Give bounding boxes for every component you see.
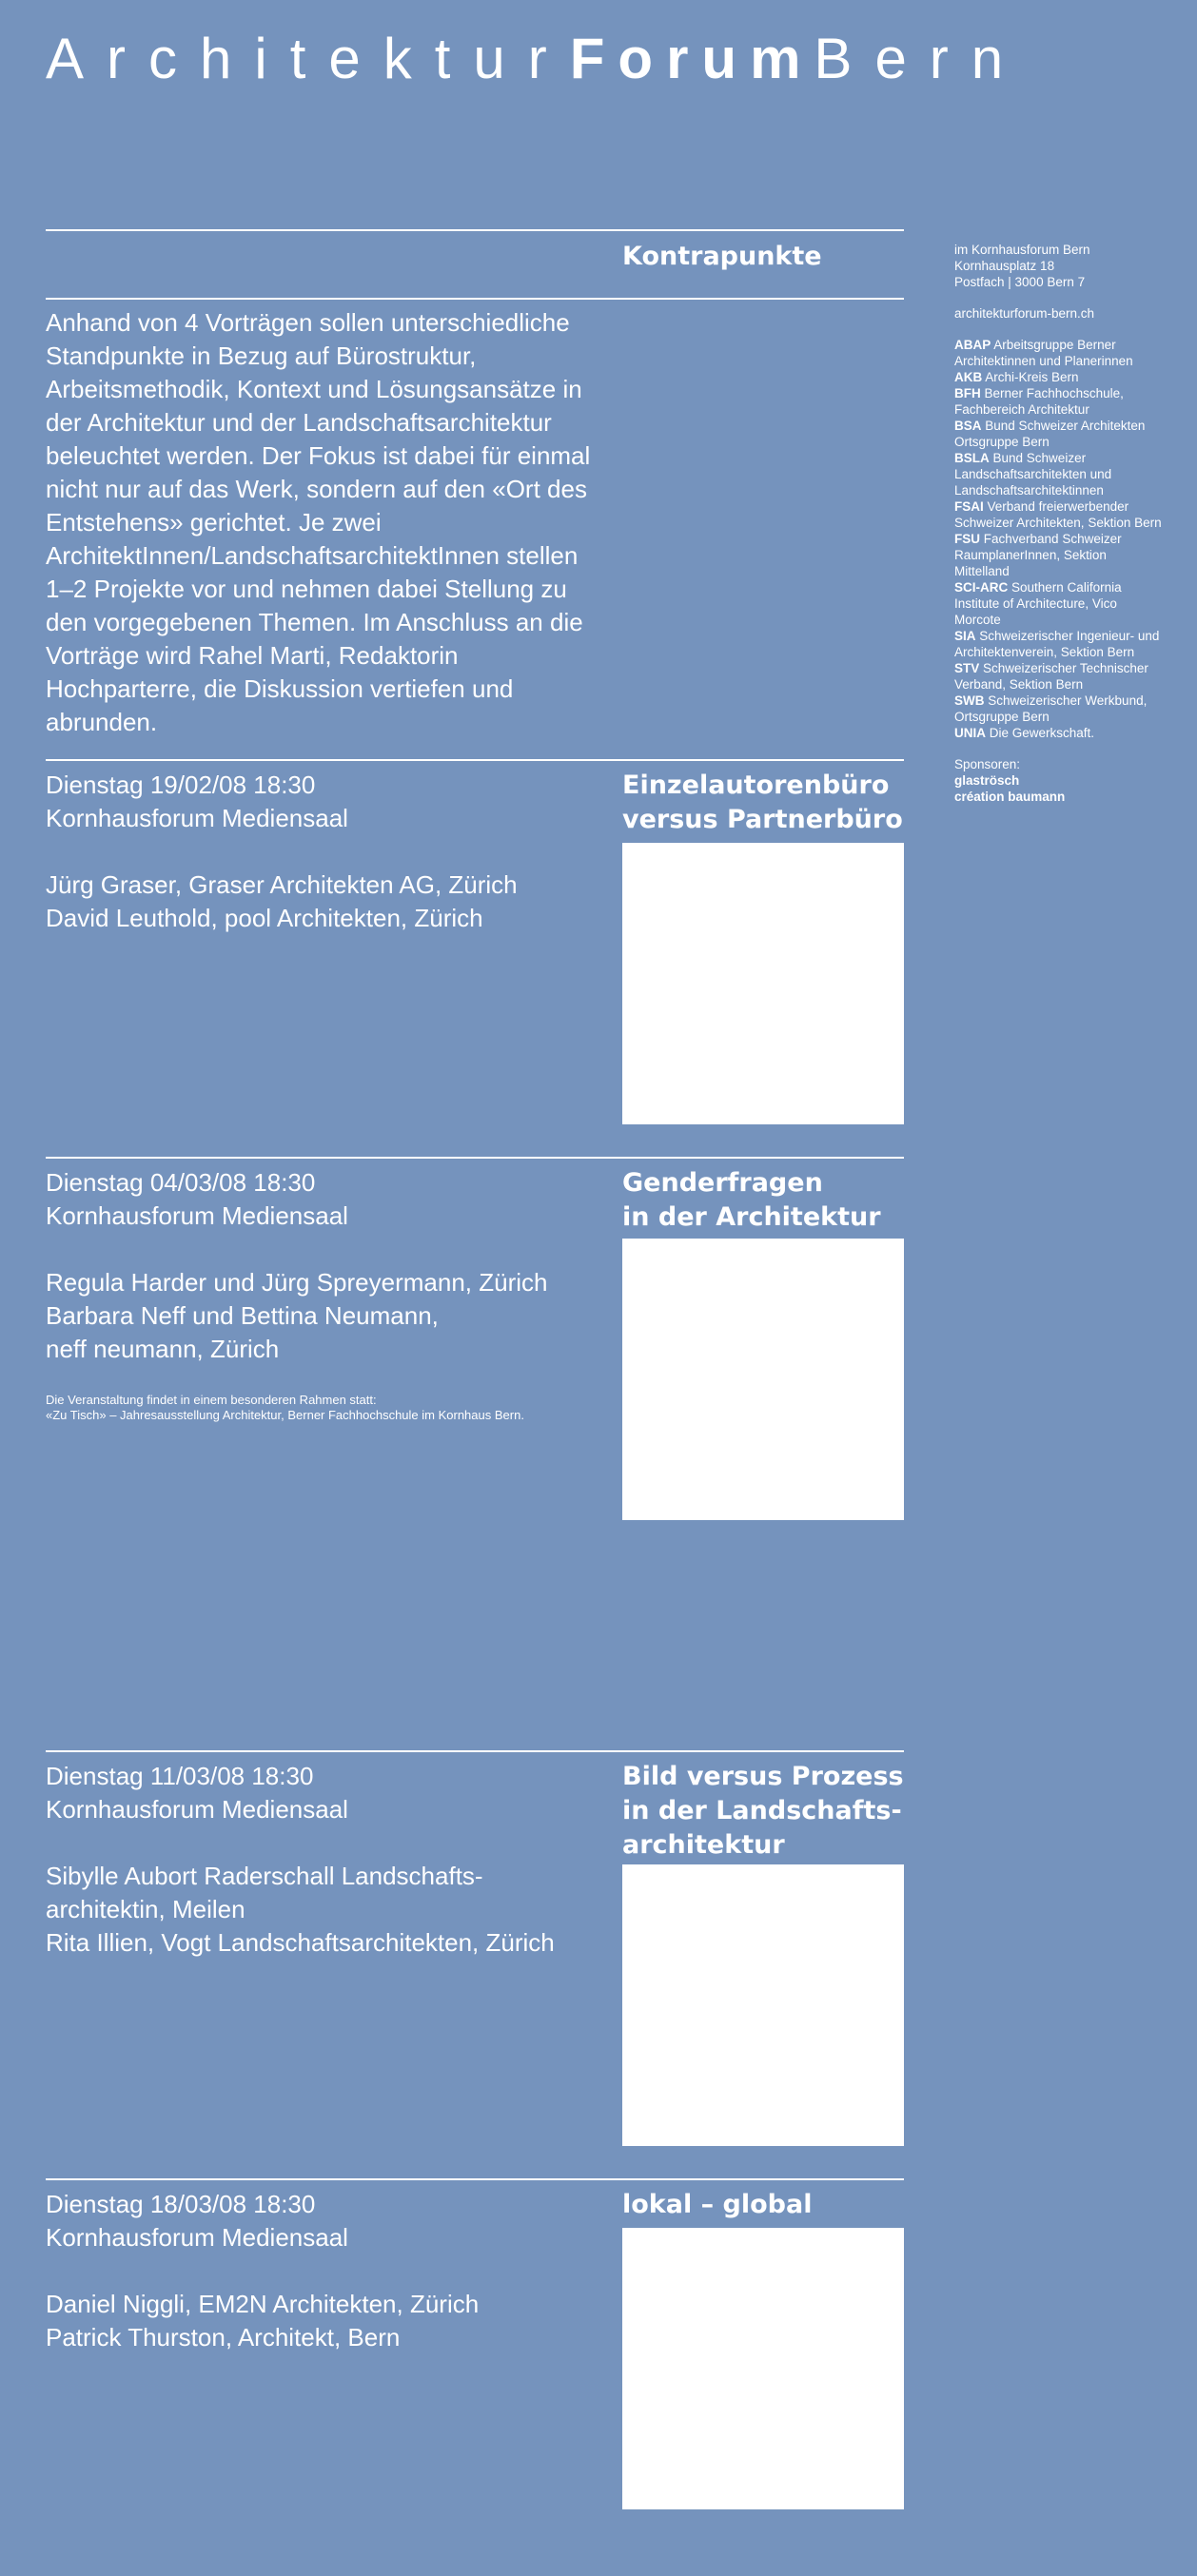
member-abbr: BSLA [954,451,990,465]
event-speaker: Daniel Niggli, EM2N Architekten, Zürich [46,2290,480,2318]
intro-text: Anhand von 4 Vorträgen sollen unterschiedliche Standpunkte in Bezug auf Bürostruktur, Arbeitsmethodik, Kontext und Lösungsansätze in der Architektur und der Landschaftsarchitektur beleuchtet werden. Der Fokus ist dabei für einmal nicht nur auf das Werk, sondern auf den «Ort des Entstehens» gerichtet. Je zwei ArchitektInnen/LandschaftsarchitektInnen stellen 1–2 Projekte vor und nehmen dabei Stellung zu den vorgegebenen Themen. Im Anschluss an die Vorträge wird Rahel Marti, Redaktorin Hochparterre, die Diskussion vertiefen und abrunden. [46,308,591,736]
member-entry [954,418,1164,450]
divider [46,229,904,231]
event-3-heading: Bild versus Prozess in der Landschafts- architektur [622,1762,904,1860]
page-title [46,21,1159,97]
event-2-note: Die Veranstaltung findet in einem besonderen Rahmen statt: «Zu Tisch» – Jahresausstellung Architektur, Berner Fachhochschule im Kornhaus Bern. [46,1393,524,1422]
member-entry [954,725,1164,741]
event-4-image [622,2228,904,2509]
member-entry [954,660,1164,693]
member-entry [954,693,1164,725]
event-date: Dienstag 11/03/08 18:30 [46,1762,314,1790]
member-text: Berner Fachhochschule, Fachbereich Architektur [954,386,1124,417]
member-text: Archi-Kreis Bern [985,370,1079,384]
member-text: Die Gewerkschaft. [989,726,1095,740]
event-1-image [622,843,904,1124]
website-link[interactable]: architekturforum-bern.ch [954,306,1095,321]
member-entry [954,628,1164,660]
event-date: Dienstag 18/03/08 18:30 [46,2190,316,2218]
sponsor-name: création baumann [954,790,1066,804]
event-speaker: Sibylle Aubort Raderschall Landschafts- [46,1862,483,1890]
member-text: Bund Schweizer Landschaftsarchitekten und Landschaftsarchitektinnen [954,451,1112,498]
divider [46,2178,904,2180]
address-line: Kornhausplatz 18 [954,259,1055,273]
event-date: Dienstag 04/03/08 18:30 [46,1168,316,1197]
divider [46,759,904,761]
member-abbr: STV [954,661,980,675]
title-part-forum: Forum [569,27,814,90]
member-abbr: UNIA [954,726,986,740]
event-4-info [46,2188,598,2354]
divider [46,1157,904,1159]
member-text: Arbeitsgruppe Berner Architektinnen und Planerinnen [954,338,1133,368]
member-abbr: BFH [954,386,981,400]
event-2-image [622,1239,904,1520]
divider [46,298,904,300]
event-venue: Kornhausforum Mediensaal [46,804,348,832]
event-venue: Kornhausforum Mediensaal [46,1201,348,1230]
member-text: Verband freierwerbender Schweizer Architekten, Sektion Bern [954,499,1162,530]
sidebar-info [954,242,1164,805]
member-text: Schweizerischer Ingenieur- und Architektenverein, Sektion Bern [954,629,1160,659]
sponsor-name: glaströsch [954,773,1020,788]
event-1-info [46,769,598,935]
event-date: Dienstag 19/02/08 18:30 [46,771,316,799]
event-speaker: Rita Illien, Vogt Landschaftsarchitekten, Zürich [46,1928,555,1957]
member-text: Schweizerischer Werkbund, Ortsgruppe Bern [954,693,1148,724]
address-line: im Kornhausforum Bern [954,243,1090,257]
event-4-heading: lokal – global [622,2190,813,2219]
member-text: Fachverband Schweizer RaumplanerInnen, Sektion Mittelland [954,532,1122,578]
member-abbr: SCI-ARC [954,580,1009,595]
member-text: Schweizerischer Technischer Verband, Sektion Bern [954,661,1148,692]
member-text: Southern California Institute of Architecture, Vico Morcote [954,580,1122,627]
event-venue: Kornhausforum Mediensaal [46,1795,348,1824]
event-speaker: architektin, Meilen [46,1895,245,1923]
event-3-image [622,1864,904,2146]
event-3-info [46,1760,598,1960]
event-speaker: Jürg Graser, Graser Architekten AG, Zürich [46,870,518,899]
member-entry [954,385,1164,418]
member-abbr: FSAI [954,499,984,514]
event-speaker: Regula Harder und Jürg Spreyermann, Zürich [46,1268,548,1297]
member-entry [954,450,1164,498]
event-2-heading: Genderfragen in der Architektur [622,1168,881,1232]
divider [46,1750,904,1752]
event-speaker: David Leuthold, pool Architekten, Zürich [46,904,483,932]
member-entry [954,579,1164,628]
member-abbr: BSA [954,419,982,433]
member-abbr: SIA [954,629,976,643]
event-speaker: Barbara Neff und Bettina Neumann, [46,1301,439,1330]
section-heading-kontrapunkte: Kontrapunkte [622,242,822,271]
member-entry [954,531,1164,579]
member-abbr: AKB [954,370,983,384]
member-text: Bund Schweizer Architekten Ortsgruppe Bern [954,419,1146,449]
title-part-architektur: Architektur [46,27,570,90]
member-abbr: FSU [954,532,980,546]
event-speaker: neff neumann, Zürich [46,1335,280,1363]
event-2-info [46,1166,598,1366]
member-abbr: SWB [954,693,985,708]
event-venue: Kornhausforum Mediensaal [46,2223,348,2252]
member-entry [954,498,1164,531]
address-line: Postfach | 3000 Bern 7 [954,275,1086,289]
event-1-heading: Einzelautorenbüro versus Partnerbüro [622,771,903,834]
sponsors-label: Sponsoren: [954,757,1021,771]
member-abbr: ABAP [954,338,991,352]
event-speaker: Patrick Thurston, Architekt, Bern [46,2323,401,2352]
member-entry [954,369,1164,385]
title-part-bern: Bern [814,27,1027,90]
member-entry [954,337,1164,369]
